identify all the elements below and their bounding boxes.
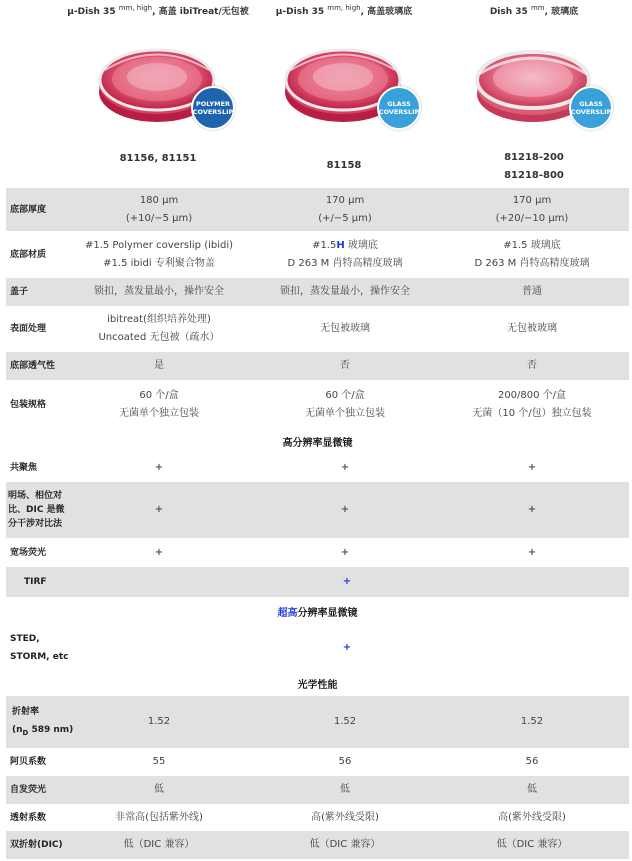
title-unit: mm, high bbox=[118, 4, 153, 12]
cell bbox=[252, 380, 438, 430]
title-text: Dish 35 bbox=[489, 7, 531, 17]
plus-mark: + bbox=[340, 462, 350, 473]
row-label: 共聚焦 bbox=[10, 463, 38, 473]
cell bbox=[252, 188, 438, 231]
badge-line: COVERSLIP bbox=[378, 108, 420, 116]
row-thickness bbox=[6, 188, 629, 231]
row-gas-permeability bbox=[6, 352, 629, 380]
cell-line: 无菌单个独立包装 bbox=[305, 408, 385, 419]
cell-text: 玻璃底 bbox=[344, 239, 378, 251]
cell bbox=[252, 231, 438, 278]
cell bbox=[436, 231, 628, 278]
cell: 高(紫外线受限) bbox=[311, 811, 379, 823]
heading-highlight: 超高 bbox=[277, 608, 298, 619]
badge-line: COVERSLIP bbox=[570, 108, 612, 116]
cell: 低（DIC 兼容） bbox=[123, 839, 195, 850]
row-widefield bbox=[6, 538, 629, 567]
cell: 56 bbox=[338, 756, 352, 767]
product-code: 81218-800 bbox=[504, 170, 564, 181]
row-brightfield bbox=[6, 482, 629, 538]
product-title bbox=[65, 4, 251, 17]
label-line: STED, bbox=[10, 634, 40, 644]
plus-mark: + bbox=[340, 504, 350, 515]
title-unit: mm, high bbox=[327, 4, 361, 12]
row-confocal bbox=[6, 454, 629, 482]
cell-line: (+10/−5 μm) bbox=[125, 212, 193, 224]
label-line: STORM, etc bbox=[10, 652, 69, 662]
label-line: 分干涉对比法 bbox=[8, 519, 63, 529]
plus-mark: + bbox=[154, 546, 164, 558]
label-text: (n bbox=[12, 724, 23, 735]
product-2 bbox=[251, 0, 437, 188]
cell: 55 bbox=[152, 756, 166, 767]
row-label: 底部厚度 bbox=[10, 204, 47, 215]
cell-line: 170 μm bbox=[325, 194, 365, 206]
badge-line: GLASS bbox=[387, 100, 411, 108]
section-heading-optical: 光学性能 bbox=[297, 680, 338, 691]
title-text-post: , 高盖 ibiTreat/无包被 bbox=[152, 7, 249, 17]
cell-line: 无菌（10 个/包）独立包装 bbox=[472, 408, 592, 419]
row-birefringence bbox=[6, 831, 629, 859]
title-text-post: , 玻璃底 bbox=[544, 7, 579, 17]
cell: 低 bbox=[340, 784, 350, 795]
product-code: 81158 bbox=[326, 160, 362, 171]
plus-mark: + bbox=[154, 504, 164, 515]
product-code: 81156, 81151 bbox=[119, 153, 197, 164]
polymer-coverslip-badge bbox=[191, 86, 235, 130]
glass-coverslip-badge bbox=[377, 86, 421, 130]
row-label: 底部材质 bbox=[10, 249, 47, 260]
cell-text: #1.5 bbox=[312, 239, 337, 251]
cell-line: 170 μm bbox=[512, 194, 552, 206]
cell: 低（DIC 兼容） bbox=[496, 839, 568, 850]
row-material bbox=[6, 231, 629, 278]
cell bbox=[436, 380, 628, 430]
row-sted bbox=[6, 622, 629, 674]
section-heading-superres bbox=[6, 604, 629, 619]
cell: 低（DIC 兼容） bbox=[309, 839, 381, 850]
row-label bbox=[6, 622, 76, 674]
product-code: 81218-200 bbox=[504, 152, 564, 163]
row-label: 包装规格 bbox=[10, 400, 47, 410]
title-text: μ-Dish 35 bbox=[67, 7, 119, 17]
title-unit: mm bbox=[530, 4, 545, 12]
row-label: TIRF bbox=[24, 577, 47, 587]
highlight-text: H bbox=[336, 239, 345, 251]
label-line: 比、DIC 是微 bbox=[8, 505, 65, 515]
plus-mark: + bbox=[154, 462, 164, 473]
row-tirf bbox=[6, 567, 629, 597]
section-heading-hires: 高分辨率显微镜 bbox=[282, 438, 353, 449]
product-header bbox=[0, 0, 632, 188]
cell: 低 bbox=[527, 784, 537, 795]
plus-mark: + bbox=[342, 576, 352, 587]
cell-line: #1.5 Polymer coverslip (ibidi) bbox=[84, 239, 234, 251]
cell: 无包被玻璃 bbox=[320, 323, 370, 334]
label-text: 589 nm) bbox=[28, 724, 74, 735]
cell-line: 200/800 个/盒 bbox=[497, 390, 567, 401]
row-label: 盖子 bbox=[10, 287, 29, 297]
cell-line: #1.5 玻璃底 bbox=[503, 239, 561, 251]
cell-line bbox=[312, 237, 378, 255]
row-lid bbox=[6, 278, 629, 306]
row-label: 自发荧光 bbox=[10, 785, 47, 795]
cell: 是 bbox=[154, 360, 164, 371]
cell: 1.52 bbox=[520, 716, 544, 727]
cell bbox=[64, 188, 254, 231]
cell-line: (+/−5 μm) bbox=[318, 212, 372, 224]
cell bbox=[64, 306, 254, 352]
cell: 无包被玻璃 bbox=[507, 323, 557, 334]
row-label: 宽场荧光 bbox=[10, 547, 47, 558]
cell: 高(紫外线受限) bbox=[498, 811, 566, 823]
plus-mark: + bbox=[340, 546, 350, 558]
row-surface bbox=[6, 306, 629, 352]
product-3 bbox=[441, 0, 627, 188]
cell-line: 180 μm bbox=[139, 194, 179, 206]
plus-mark: + bbox=[527, 504, 537, 515]
product-1 bbox=[65, 0, 251, 188]
cell-line: D 263 M 肖特高精度玻璃 bbox=[287, 257, 403, 269]
cell: 1.52 bbox=[333, 716, 357, 727]
row-label: 双折射(DIC) bbox=[10, 840, 63, 850]
cell bbox=[64, 231, 254, 278]
row-label: 透射系数 bbox=[10, 812, 47, 823]
badge-line: GLASS bbox=[579, 100, 603, 108]
cell: 普通 bbox=[522, 286, 542, 297]
cell: 否 bbox=[340, 360, 350, 371]
row-transmission bbox=[6, 804, 629, 831]
label-line: 明场、相位对 bbox=[8, 491, 63, 501]
cell: 锁扣，蒸发量最小，操作安全 bbox=[280, 286, 410, 297]
heading-text: 分辨率显微镜 bbox=[297, 608, 358, 619]
row-autofluorescence bbox=[6, 776, 629, 804]
cell: 低 bbox=[154, 784, 164, 795]
label-subscript: D bbox=[22, 728, 29, 737]
cell-line: ibitreat(组织培养处理) bbox=[107, 314, 211, 325]
row-label: 表面处理 bbox=[10, 324, 47, 334]
cell: 非常高(包括紫外线) bbox=[115, 811, 203, 823]
row-label: 底部透气性 bbox=[10, 361, 56, 371]
badge-line: POLYMER bbox=[195, 100, 231, 108]
cell-line: #1.5 ibidi 专利聚合物盖 bbox=[103, 257, 215, 269]
badge-line: COVERSLIP bbox=[192, 108, 234, 116]
plus-mark: + bbox=[527, 546, 537, 558]
cell-line: (+20/−10 μm) bbox=[495, 212, 569, 224]
title-text: μ-Dish 35 bbox=[275, 7, 328, 17]
cell: 56 bbox=[525, 756, 539, 767]
product-title bbox=[251, 4, 437, 17]
cell: 1.52 bbox=[147, 716, 171, 727]
cell-line: 60 个/盒 bbox=[325, 390, 365, 401]
label-line: 折射率 bbox=[12, 706, 40, 717]
product-title bbox=[441, 4, 627, 17]
glass-coverslip-badge bbox=[569, 86, 613, 130]
row-abbe bbox=[6, 748, 629, 776]
plus-mark: + bbox=[342, 642, 352, 653]
cell-line: D 263 M 肖特高精度玻璃 bbox=[474, 257, 590, 269]
cell: 否 bbox=[527, 360, 537, 371]
cell-line: 60 个/盒 bbox=[139, 390, 179, 401]
cell: 锁扣，蒸发量最小，操作安全 bbox=[94, 286, 224, 297]
cell bbox=[436, 188, 628, 231]
title-text-post: , 高盖玻璃底 bbox=[360, 7, 413, 17]
cell-line: 无菌单个独立包装 bbox=[119, 408, 199, 419]
cell bbox=[64, 380, 254, 430]
row-label: 阿贝系数 bbox=[10, 757, 47, 767]
row-refractive-index bbox=[6, 696, 629, 748]
cell-line: Uncoated 无包被（疏水） bbox=[98, 332, 220, 343]
plus-mark: + bbox=[527, 462, 537, 473]
row-package bbox=[6, 380, 629, 430]
